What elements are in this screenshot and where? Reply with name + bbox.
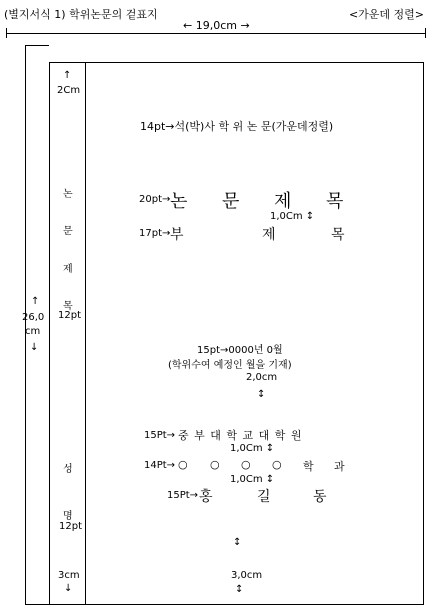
height-tick-bottom (25, 604, 49, 605)
width-tick-left (6, 28, 7, 38)
dept-size-label: 14Pt→ (144, 460, 176, 471)
date-note: (학위수여 예정인 월을 기재) (168, 360, 292, 371)
height-down-arrow: ↓ (30, 342, 39, 353)
title-char-2: 문 (222, 191, 240, 212)
spine-title-char-4: 목 (63, 301, 73, 312)
spine-name-char-1: 성 (63, 464, 73, 475)
height-dimension-line (25, 45, 26, 605)
alignment-note: <가운데 정렬> (348, 8, 424, 21)
width-label: ← 19,0cm → (183, 19, 250, 32)
spine-divider (85, 62, 86, 605)
width-tick-right (425, 28, 426, 38)
gap-arrow-1: ↕ (257, 389, 266, 400)
school-gap-label: 1,0Cm ↕ (230, 443, 275, 454)
school-size-label: 15Pt→ (144, 430, 176, 441)
title-char-1: 논 (170, 191, 188, 212)
spine-name-size: 12pt (59, 521, 82, 532)
spine-bottom-arrow: ↓ (64, 583, 73, 594)
spine-bottom-margin: 3cm (58, 570, 80, 581)
spine-title-char-1: 논 (63, 189, 73, 200)
bottom-gap-label: 3,0cm (231, 570, 263, 581)
subtitle-char-3: 목 (331, 227, 345, 243)
date-line: 15pt→0000년 0월 (197, 345, 283, 356)
dept-char-3: ○ (241, 458, 251, 471)
spine-title-size: 12pt (58, 310, 81, 321)
name-char-3: 동 (313, 489, 327, 505)
date-gap-label: 2,0cm (246, 372, 278, 383)
height-value: 26,0 (22, 312, 45, 323)
title-gap-label: 1,0Cm ↕ (270, 211, 315, 222)
spine-title-char-2: 문 (63, 226, 73, 237)
dept-char-6: 과 (334, 460, 345, 473)
gap-arrow-2: ↕ (233, 537, 242, 548)
dept-gap-label: 1,0Cm ↕ (230, 474, 275, 485)
height-unit: cm (25, 326, 41, 337)
dept-char-2: ○ (210, 458, 220, 471)
form-title: (별지서식 1) 학위논문의 겉표지 (4, 8, 158, 21)
title-char-3: 제 (274, 191, 292, 212)
spine-name-char-2: 명 (63, 511, 73, 522)
width-dimension-line (6, 33, 426, 34)
cover-page-frame (49, 62, 424, 605)
title-char-4: 목 (326, 191, 344, 212)
school-name: 중 부 대 학 교 대 학 원 (178, 429, 303, 442)
spine-top-margin: 2Cm (57, 85, 81, 96)
height-up-arrow: ↑ (31, 296, 40, 307)
degree-line: 14pt→석(박)사 학 위 논 문(가운데정렬) (140, 120, 334, 133)
spine-top-arrow: ↑ (63, 70, 72, 81)
gap-arrow-3: ↕ (235, 584, 244, 595)
height-tick-top (25, 45, 49, 46)
subtitle-char-2: 제 (262, 227, 276, 243)
dept-char-5: 학 (303, 460, 314, 473)
subtitle-char-1: 부 (170, 227, 184, 243)
subtitle-size-label: 17pt→ (139, 228, 171, 239)
name-char-2: 길 (257, 489, 271, 505)
dept-char-1: ○ (178, 458, 188, 471)
spine-title-char-3: 제 (63, 264, 73, 275)
dept-char-4: ○ (272, 458, 282, 471)
title-size-label: 20pt→ (139, 194, 171, 205)
name-char-1: 홍 (199, 489, 213, 505)
name-size-label: 15Pt→ (167, 490, 199, 501)
